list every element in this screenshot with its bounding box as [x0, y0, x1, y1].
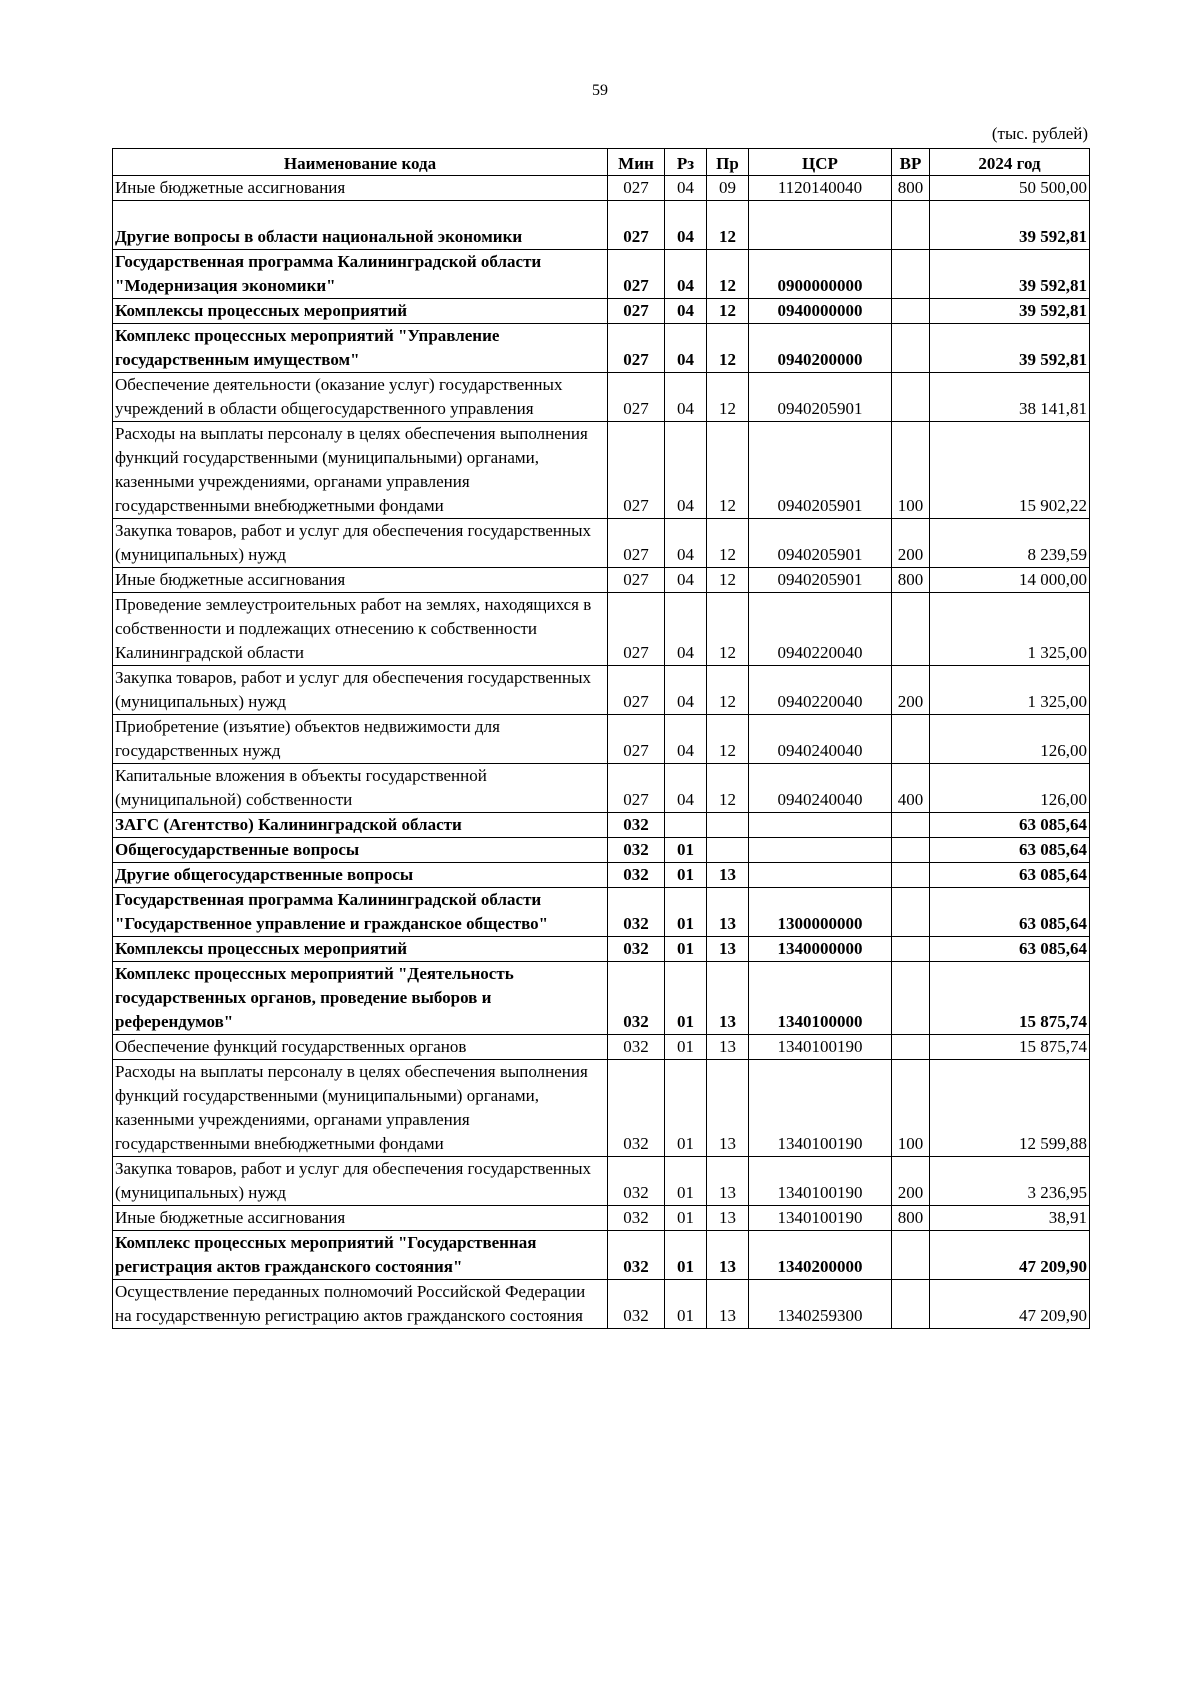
cell-vr: [892, 1035, 930, 1060]
cell-csr: 0940205901: [749, 422, 892, 519]
table-row: [113, 422, 1090, 519]
header-min: Мин: [608, 149, 665, 176]
cell-rz: 01: [665, 1280, 707, 1329]
cell-pr: [707, 813, 749, 838]
cell-amount: 15 875,74: [930, 962, 1090, 1035]
cell-rz: 04: [665, 666, 707, 715]
cell-min: 027: [608, 299, 665, 324]
cell-min: 027: [608, 250, 665, 299]
cell-name: Другие вопросы в области национальной экономики: [113, 201, 608, 250]
cell-csr: 1340100190: [749, 1157, 892, 1206]
cell-amount: 15 902,22: [930, 422, 1090, 519]
table-row: [113, 813, 1090, 838]
cell-amount: 63 085,64: [930, 937, 1090, 962]
cell-csr: 0940220040: [749, 666, 892, 715]
cell-name: Закупка товаров, работ и услуг для обеспечения государственных (муниципальных) нужд: [113, 1157, 608, 1206]
cell-vr: [892, 201, 930, 250]
cell-pr: 12: [707, 422, 749, 519]
cell-name: Расходы на выплаты персоналу в целях обеспечения выполнения функций государственными (муниципальными) органами, казенными учреждениями, органами управления государственными внебюджетными фондами: [113, 1060, 608, 1157]
cell-csr: 0940205901: [749, 519, 892, 568]
table-row: [113, 937, 1090, 962]
cell-amount: 12 599,88: [930, 1060, 1090, 1157]
cell-amount: 126,00: [930, 715, 1090, 764]
cell-rz: 01: [665, 1157, 707, 1206]
cell-csr: 0940205901: [749, 568, 892, 593]
cell-vr: [892, 373, 930, 422]
cell-pr: 12: [707, 593, 749, 666]
table-row: [113, 373, 1090, 422]
cell-pr: 13: [707, 937, 749, 962]
cell-min: 027: [608, 373, 665, 422]
table-row: [113, 1231, 1090, 1280]
cell-rz: 04: [665, 299, 707, 324]
cell-rz: 01: [665, 1206, 707, 1231]
cell-vr: 200: [892, 1157, 930, 1206]
cell-name: Иные бюджетные ассигнования: [113, 1206, 608, 1231]
cell-name: Приобретение (изъятие) объектов недвижимости для государственных нужд: [113, 715, 608, 764]
table-row: [113, 201, 1090, 250]
table-row: [113, 299, 1090, 324]
cell-amount: 38,91: [930, 1206, 1090, 1231]
units-label: (тыс. рублей): [991, 124, 1088, 143]
cell-name: Комплекс процессных мероприятий "Государственная регистрация актов гражданского состояния": [113, 1231, 608, 1280]
table-row: [113, 324, 1090, 373]
cell-min: 032: [608, 1157, 665, 1206]
cell-rz: 04: [665, 176, 707, 201]
cell-min: 032: [608, 838, 665, 863]
cell-amount: 47 209,90: [930, 1231, 1090, 1280]
cell-pr: 13: [707, 1206, 749, 1231]
cell-csr: [749, 813, 892, 838]
cell-csr: 0940000000: [749, 299, 892, 324]
table-row: [113, 888, 1090, 937]
cell-amount: 39 592,81: [930, 250, 1090, 299]
cell-amount: 126,00: [930, 764, 1090, 813]
cell-amount: 63 085,64: [930, 863, 1090, 888]
cell-csr: 1340259300: [749, 1280, 892, 1329]
cell-rz: 04: [665, 373, 707, 422]
cell-name: Иные бюджетные ассигнования: [113, 568, 608, 593]
table-row: [113, 666, 1090, 715]
cell-min: 032: [608, 1280, 665, 1329]
cell-csr: 0940205901: [749, 373, 892, 422]
header-rz: Рз: [665, 149, 707, 176]
table-row: [113, 962, 1090, 1035]
cell-name: Закупка товаров, работ и услуг для обеспечения государственных (муниципальных) нужд: [113, 666, 608, 715]
cell-pr: 12: [707, 666, 749, 715]
cell-csr: 1120140040: [749, 176, 892, 201]
table-row: [113, 176, 1090, 201]
cell-pr: 12: [707, 299, 749, 324]
table-row: [113, 1157, 1090, 1206]
cell-rz: 01: [665, 962, 707, 1035]
header-vr: ВР: [892, 149, 930, 176]
header-row: [113, 149, 1090, 176]
cell-rz: 04: [665, 250, 707, 299]
cell-vr: [892, 937, 930, 962]
cell-vr: 100: [892, 1060, 930, 1157]
cell-pr: 13: [707, 863, 749, 888]
table-row: [113, 1060, 1090, 1157]
cell-name: ЗАГС (Агентство) Калининградской области: [113, 813, 608, 838]
cell-pr: 12: [707, 715, 749, 764]
cell-vr: [892, 813, 930, 838]
cell-vr: 100: [892, 422, 930, 519]
cell-pr: 12: [707, 324, 749, 373]
cell-vr: [892, 1280, 930, 1329]
header-csr: ЦСР: [749, 149, 892, 176]
cell-pr: 12: [707, 250, 749, 299]
cell-min: 032: [608, 863, 665, 888]
cell-vr: 200: [892, 666, 930, 715]
cell-csr: 0940220040: [749, 593, 892, 666]
cell-name: Осуществление переданных полномочий Российской Федерации на государственную регистрацию актов гражданского состояния: [113, 1280, 608, 1329]
cell-name: Обеспечение функций государственных органов: [113, 1035, 608, 1060]
cell-pr: 12: [707, 373, 749, 422]
cell-csr: 1340000000: [749, 937, 892, 962]
cell-name: Комплекс процессных мероприятий "Деятельность государственных органов, проведение выборов и референдумов": [113, 962, 608, 1035]
cell-vr: [892, 838, 930, 863]
cell-pr: 13: [707, 1231, 749, 1280]
cell-min: 032: [608, 813, 665, 838]
cell-pr: 13: [707, 1157, 749, 1206]
cell-amount: 1 325,00: [930, 666, 1090, 715]
cell-vr: [892, 593, 930, 666]
cell-csr: [749, 838, 892, 863]
cell-name: Иные бюджетные ассигнования: [113, 176, 608, 201]
cell-vr: [892, 962, 930, 1035]
cell-name: Общегосударственные вопросы: [113, 838, 608, 863]
cell-rz: [665, 813, 707, 838]
cell-name: Проведение землеустроительных работ на землях, находящихся в собственности и подлежащих отнесению к собственности Калининградской области: [113, 593, 608, 666]
cell-csr: [749, 201, 892, 250]
cell-csr: 0940240040: [749, 715, 892, 764]
table-row: [113, 1035, 1090, 1060]
cell-csr: [749, 863, 892, 888]
cell-rz: 04: [665, 201, 707, 250]
cell-rz: 04: [665, 422, 707, 519]
cell-amount: 3 236,95: [930, 1157, 1090, 1206]
cell-vr: 800: [892, 1206, 930, 1231]
cell-min: 027: [608, 666, 665, 715]
cell-rz: 01: [665, 838, 707, 863]
cell-amount: 38 141,81: [930, 373, 1090, 422]
cell-amount: 1 325,00: [930, 593, 1090, 666]
cell-rz: 04: [665, 519, 707, 568]
cell-csr: 1340100190: [749, 1206, 892, 1231]
cell-csr: 1300000000: [749, 888, 892, 937]
cell-amount: 39 592,81: [930, 324, 1090, 373]
cell-rz: 01: [665, 863, 707, 888]
budget-table: [112, 148, 1090, 1329]
cell-vr: [892, 715, 930, 764]
cell-vr: [892, 299, 930, 324]
cell-name: Комплексы процессных мероприятий: [113, 937, 608, 962]
cell-min: 032: [608, 1035, 665, 1060]
table-row: [113, 593, 1090, 666]
cell-min: 032: [608, 962, 665, 1035]
table-row: [113, 863, 1090, 888]
cell-min: 027: [608, 176, 665, 201]
cell-amount: 8 239,59: [930, 519, 1090, 568]
table-row: [113, 1280, 1090, 1329]
cell-rz: 04: [665, 593, 707, 666]
cell-name: Комплексы процессных мероприятий: [113, 299, 608, 324]
cell-min: 027: [608, 568, 665, 593]
cell-rz: 04: [665, 568, 707, 593]
cell-min: 027: [608, 422, 665, 519]
cell-name: Обеспечение деятельности (оказание услуг) государственных учреждений в области общегосударственного управления: [113, 373, 608, 422]
cell-min: 032: [608, 937, 665, 962]
cell-pr: [707, 838, 749, 863]
cell-min: 027: [608, 324, 665, 373]
cell-vr: [892, 324, 930, 373]
cell-rz: 04: [665, 324, 707, 373]
table-row: [113, 519, 1090, 568]
table-row: [113, 838, 1090, 863]
cell-pr: 13: [707, 1280, 749, 1329]
cell-rz: 01: [665, 937, 707, 962]
cell-name: Государственная программа Калининградской области "Государственное управление и гражданское общество": [113, 888, 608, 937]
cell-pr: 13: [707, 888, 749, 937]
cell-min: 027: [608, 593, 665, 666]
cell-vr: [892, 888, 930, 937]
cell-pr: 13: [707, 962, 749, 1035]
cell-min: 027: [608, 764, 665, 813]
cell-pr: 13: [707, 1060, 749, 1157]
cell-rz: 01: [665, 1231, 707, 1280]
cell-csr: 0940200000: [749, 324, 892, 373]
cell-csr: 1340100190: [749, 1035, 892, 1060]
cell-vr: 200: [892, 519, 930, 568]
cell-vr: 800: [892, 176, 930, 201]
cell-name: Капитальные вложения в объекты государственной (муниципальной) собственности: [113, 764, 608, 813]
cell-pr: 12: [707, 568, 749, 593]
cell-rz: 04: [665, 715, 707, 764]
cell-rz: 01: [665, 1035, 707, 1060]
cell-amount: 50 500,00: [930, 176, 1090, 201]
cell-amount: 39 592,81: [930, 201, 1090, 250]
cell-vr: [892, 1231, 930, 1280]
cell-amount: 63 085,64: [930, 838, 1090, 863]
table-row: [113, 715, 1090, 764]
cell-vr: [892, 250, 930, 299]
page-number: 59: [592, 82, 608, 99]
header-year: 2024 год: [930, 149, 1090, 176]
cell-rz: 01: [665, 1060, 707, 1157]
cell-csr: 0940240040: [749, 764, 892, 813]
cell-name: Расходы на выплаты персоналу в целях обеспечения выполнения функций государственными (муниципальными) органами, казенными учреждениями, органами управления государственными внебюджетными фондами: [113, 422, 608, 519]
cell-amount: 63 085,64: [930, 888, 1090, 937]
cell-min: 027: [608, 519, 665, 568]
cell-min: 032: [608, 1206, 665, 1231]
cell-min: 032: [608, 888, 665, 937]
cell-amount: 15 875,74: [930, 1035, 1090, 1060]
header-pr: Пр: [707, 149, 749, 176]
table-body: [113, 176, 1090, 1329]
table-row: [113, 250, 1090, 299]
cell-vr: 400: [892, 764, 930, 813]
cell-amount: 39 592,81: [930, 299, 1090, 324]
cell-name: Закупка товаров, работ и услуг для обеспечения государственных (муниципальных) нужд: [113, 519, 608, 568]
cell-csr: 1340200000: [749, 1231, 892, 1280]
table-row: [113, 764, 1090, 813]
cell-min: 032: [608, 1060, 665, 1157]
cell-pr: 12: [707, 201, 749, 250]
cell-vr: [892, 863, 930, 888]
cell-pr: 12: [707, 764, 749, 813]
cell-name: Комплекс процессных мероприятий "Управление государственным имуществом": [113, 324, 608, 373]
cell-pr: 13: [707, 1035, 749, 1060]
cell-pr: 09: [707, 176, 749, 201]
table-row: [113, 1206, 1090, 1231]
cell-min: 032: [608, 1231, 665, 1280]
cell-csr: 1340100190: [749, 1060, 892, 1157]
cell-name: Другие общегосударственные вопросы: [113, 863, 608, 888]
cell-min: 027: [608, 201, 665, 250]
cell-amount: 63 085,64: [930, 813, 1090, 838]
cell-amount: 14 000,00: [930, 568, 1090, 593]
cell-min: 027: [608, 715, 665, 764]
cell-pr: 12: [707, 519, 749, 568]
cell-name: Государственная программа Калининградской области "Модернизация экономики": [113, 250, 608, 299]
cell-rz: 01: [665, 888, 707, 937]
header-name: Наименование кода: [113, 149, 608, 176]
cell-csr: 1340100000: [749, 962, 892, 1035]
cell-rz: 04: [665, 764, 707, 813]
cell-vr: 800: [892, 568, 930, 593]
cell-csr: 0900000000: [749, 250, 892, 299]
cell-amount: 47 209,90: [930, 1280, 1090, 1329]
table-row: [113, 568, 1090, 593]
